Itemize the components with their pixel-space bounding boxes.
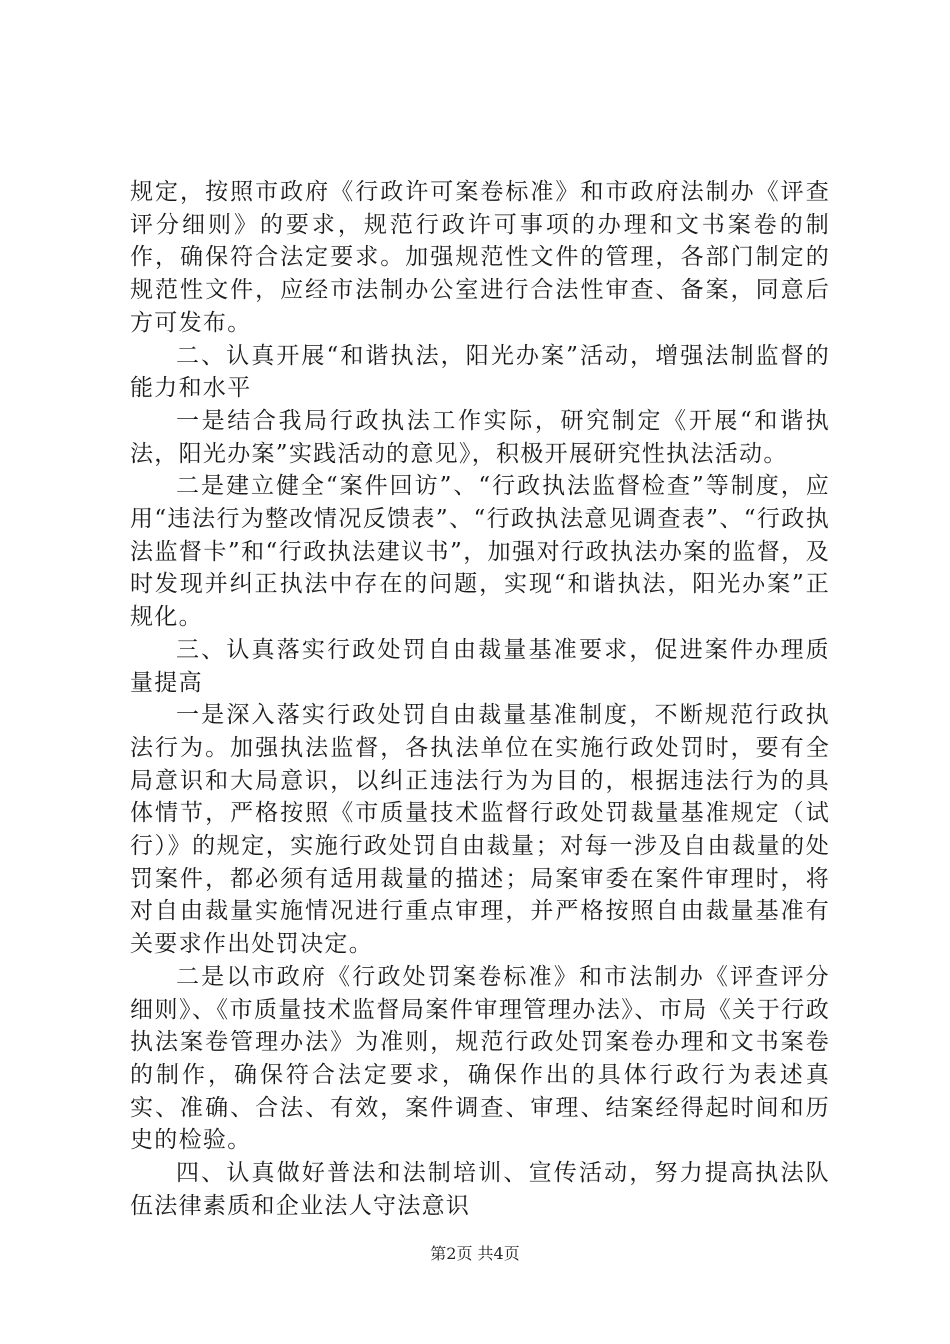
paragraph-item-2: 二是建立健全“案件回访”、“行政执法监督检查”等制度，应用“违法行为整改情况反馈表”、“行政执法意见调查表”、“行政执法监督卡”和“行政执法建议书”，加强对行政执法办案的监督，及时发现并纠正执法中存在的问题，实现“和谐执法，阳光办案”正规化。 xyxy=(130,473,830,631)
paragraph-continuation: 规定，按照市政府《行政许可案卷标准》和市政府法制办《评查评分细则》的要求，规范行政许可事项的办理和文书案卷的制作，确保符合法定要求。加强规范性文件的管理，各部门制定的规范性文件，应经市法制办公室进行合法性审查、备案，同意后方可发布。 xyxy=(130,179,830,336)
paragraph-item-2: 二是以市政府《行政处罚案卷标准》和市法制办《评查评分细则》、《市质量技术监督局案件审理管理办法》、市局《关于行政执法案卷管理办法》为准则，规范行政处罚案卷办理和文书案卷的制作，确保符合法定要求，确保作出的具体行政行为表述真实、准确、合法、有效，案件调查、审理、结案经得起时间和历史的检验。 xyxy=(130,963,830,1154)
page-number-footer: 第2页 共4页 xyxy=(430,1244,520,1263)
paragraph-item-1: 一是深入落实行政处罚自由裁量基准制度，不断规范行政执法行为。加强执法监督，各执法单位在实施行政处罚时，要有全局意识和大局意识，以纠正违法行为为目的，根据违法行为的具体情节，严格按照《市质量技术监督行政处罚裁量基准规定（试行）》的规定，实施行政处罚自由裁量；对每一涉及自由裁量的处罚案件，都必须有适用裁量的描述；局案审委在案件审理时，将对自由裁量实施情况进行重点审理，并严格按照自由裁量基准有关要求作出处罚决定。 xyxy=(130,702,830,958)
document-body xyxy=(130,176,830,1223)
paragraph-item-1: 一是结合我局行政执法工作实际，研究制定《开展“和谐执法，阳光办案”实践活动的意见》，积极开展研究性执法活动。 xyxy=(130,407,830,467)
section-heading-2: 二、认真开展“和谐执法，阳光办案”活动，增强法制监督的能力和水平 xyxy=(130,342,830,402)
section-heading-4: 四、认真做好普法和法制培训、宣传活动，努力提高执法队伍法律素质和企业法人守法意识 xyxy=(130,1160,830,1219)
section-heading-3: 三、认真落实行政处罚自由裁量基准要求，促进案件办理质量提高 xyxy=(130,636,830,696)
